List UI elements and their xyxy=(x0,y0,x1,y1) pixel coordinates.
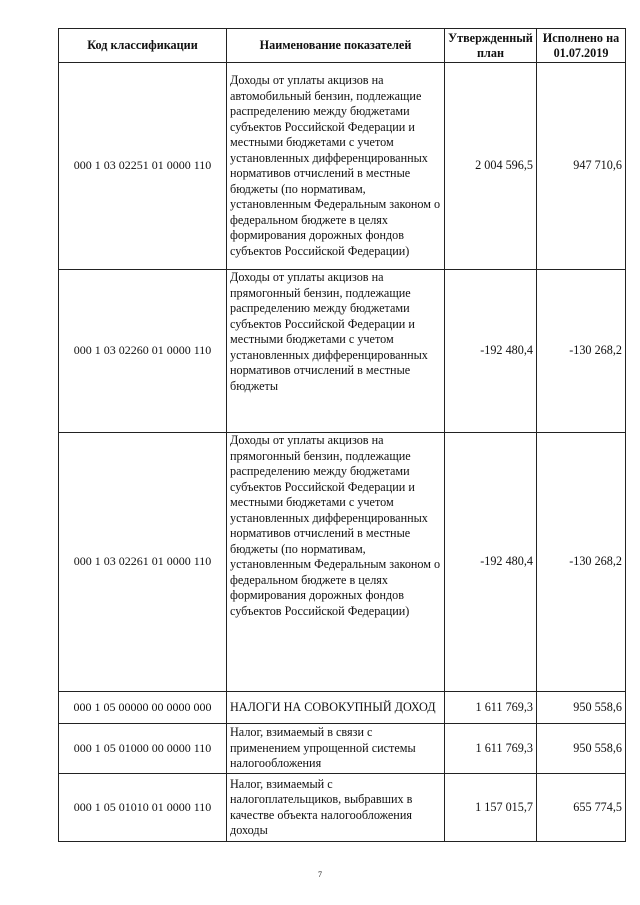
table-row xyxy=(59,63,626,270)
row-code: 000 1 03 02261 01 0000 110 xyxy=(59,433,227,692)
row-code: 000 1 05 01000 00 0000 110 xyxy=(59,724,227,774)
row-plan: 2 004 596,5 xyxy=(445,63,537,270)
row-code: 000 1 03 02260 01 0000 110 xyxy=(59,270,227,433)
table-row xyxy=(59,433,626,692)
row-name: Доходы от уплаты акцизов на прямогонный бензин, подлежащие распределению между бюджетами субъектов Российской Федерации и местными бюджетами с учетом установленных дифференцированных нормативов отчислений в местные бюджеты (по нормативам, установленным Федеральным законом о федеральном бюджете в целях формирования дорожных фондов субъектов Российской Федерации) xyxy=(227,433,445,692)
row-executed: -130 268,2 xyxy=(537,270,626,433)
row-name: Налог, взимаемый в связи с применением упрощенной системы налогообложения xyxy=(227,724,445,774)
header-plan: Утвержденный план xyxy=(445,29,537,63)
row-plan: 1 611 769,3 xyxy=(445,692,537,724)
table-row xyxy=(59,692,626,724)
table-row xyxy=(59,270,626,433)
table-header-row xyxy=(59,29,626,63)
table-row xyxy=(59,724,626,774)
row-executed: 950 558,6 xyxy=(537,692,626,724)
row-executed: 655 774,5 xyxy=(537,774,626,842)
row-executed: -130 268,2 xyxy=(537,433,626,692)
header-executed: Исполнено на 01.07.2019 xyxy=(537,29,626,63)
row-plan: -192 480,4 xyxy=(445,270,537,433)
row-executed: 947 710,6 xyxy=(537,63,626,270)
row-code: 000 1 05 01010 01 0000 110 xyxy=(59,774,227,842)
row-name: Доходы от уплаты акцизов на автомобильный бензин, подлежащие распределению между бюджетами субъектов Российской Федерации и местными бюджетами с учетом установленных дифференцированных нормативов отчислений в местные бюджеты (по нормативам, установленным Федеральным законом о федеральном бюджете в целях формирования дорожных фондов субъектов Российской Федерации) xyxy=(227,63,445,270)
row-code: 000 1 05 00000 00 0000 000 xyxy=(59,692,227,724)
budget-table xyxy=(58,28,626,842)
table-row xyxy=(59,774,626,842)
row-plan: 1 611 769,3 xyxy=(445,724,537,774)
row-plan: -192 480,4 xyxy=(445,433,537,692)
header-name: Наименование показателей xyxy=(227,29,445,63)
row-name: НАЛОГИ НА СОВОКУПНЫЙ ДОХОД xyxy=(227,692,445,724)
row-plan: 1 157 015,7 xyxy=(445,774,537,842)
row-name: Доходы от уплаты акцизов на прямогонный бензин, подлежащие распределению между бюджетами субъектов Российской Федерации и местными бюджетами с учетом установленных дифференцированных нормативов отчислений в местные бюджеты xyxy=(227,270,445,433)
page-number: 7 xyxy=(318,870,322,879)
row-code: 000 1 03 02251 01 0000 110 xyxy=(59,63,227,270)
row-executed: 950 558,6 xyxy=(537,724,626,774)
row-name: Налог, взимаемый с налогоплательщиков, выбравших в качестве объекта налогообложения доходы xyxy=(227,774,445,842)
header-code: Код классификации xyxy=(59,29,227,63)
